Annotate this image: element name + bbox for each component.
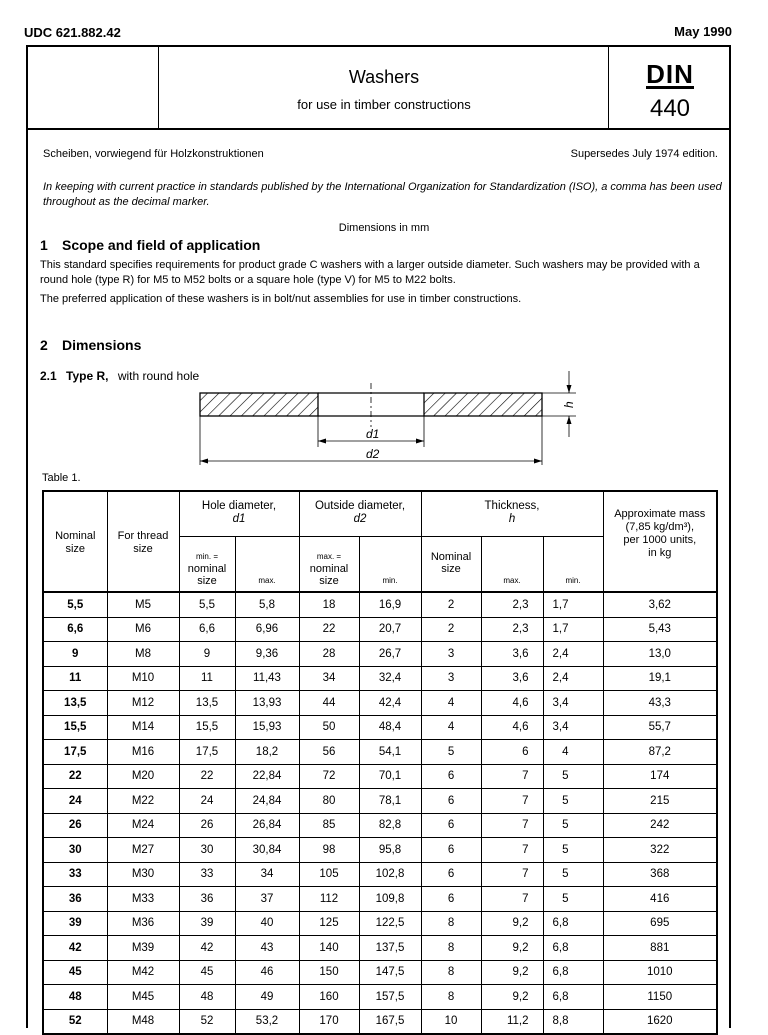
table-row (43, 813, 717, 838)
publication-date: May 1990 (674, 24, 732, 39)
cell-outside-min: 147,5 (359, 960, 421, 985)
cell-nominal-size: 15,5 (43, 715, 107, 740)
cell-hole-max: 53,2 (235, 1009, 299, 1034)
cell-thickness-max: 6 (481, 740, 543, 765)
cell-thickness-nominal: 6 (421, 838, 481, 863)
mass-line: Approximate mass (614, 508, 706, 520)
cell-thread-size: M16 (107, 740, 179, 765)
header-hole-max: max. (235, 536, 299, 592)
cell-hole-max: 9,36 (235, 642, 299, 667)
cell-nominal-size: 33 (43, 862, 107, 887)
cell-thickness-nominal: 10 (421, 1009, 481, 1034)
cell-hole-max: 46 (235, 960, 299, 985)
cell-hole-max: 40 (235, 911, 299, 936)
cell-hole-max: 18,2 (235, 740, 299, 765)
cell-outside-nominal: 22 (299, 617, 359, 642)
header-nominal-size: Nominal size (43, 491, 107, 592)
header-thread-size: For thread size (107, 491, 179, 592)
cell-thickness-nominal: 6 (421, 862, 481, 887)
cell-thickness-nominal: 8 (421, 985, 481, 1010)
header-thickness-min: min. (543, 536, 603, 592)
cell-thickness-min: 2,4 (543, 666, 603, 691)
table-row (43, 789, 717, 814)
cell-hole-nominal: 45 (179, 960, 235, 985)
max-eq-label: max. = (316, 552, 342, 561)
cell-mass: 695 (603, 911, 717, 936)
cell-thickness-max: 4,6 (481, 715, 543, 740)
cell-hole-nominal: 26 (179, 813, 235, 838)
cell-outside-min: 48,4 (359, 715, 421, 740)
cell-thickness-min: 5 (543, 862, 603, 887)
cell-nominal-size: 5,5 (43, 592, 107, 617)
cell-outside-nominal: 34 (299, 666, 359, 691)
cell-thickness-min: 6,8 (543, 960, 603, 985)
document-title: Washers (348, 67, 420, 87)
section-title: Dimensions (62, 337, 142, 353)
table-row (43, 1009, 717, 1034)
cell-nominal-size: 11 (43, 666, 107, 691)
subsection-title: Type R, (66, 369, 109, 383)
cell-hole-max: 24,84 (235, 789, 299, 814)
cell-thread-size: M39 (107, 936, 179, 961)
cell-thread-size: M8 (107, 642, 179, 667)
din-logo-text: DIN (646, 59, 694, 89)
cell-outside-min: 95,8 (359, 838, 421, 863)
section-title: Scope and field of application (62, 237, 261, 253)
table-row (43, 838, 717, 863)
cell-hole-max: 49 (235, 985, 299, 1010)
cell-outside-min: 20,7 (359, 617, 421, 642)
header-thickness-nominal: Nominal size (421, 536, 481, 592)
cell-thread-size: M42 (107, 960, 179, 985)
cell-mass: 55,7 (603, 715, 717, 740)
cell-outside-min: 157,5 (359, 985, 421, 1010)
subsection-number: 2.1 (40, 369, 57, 383)
section-number: 2 (40, 337, 48, 353)
d2-label: d2 (366, 447, 380, 461)
cell-thread-size: M6 (107, 617, 179, 642)
cell-hole-nominal: 52 (179, 1009, 235, 1034)
cell-nominal-size: 39 (43, 911, 107, 936)
cell-thickness-nominal: 8 (421, 911, 481, 936)
cell-hole-max: 22,84 (235, 764, 299, 789)
dimensions-note: Dimensions in mm (338, 222, 430, 234)
cell-thread-size: M22 (107, 789, 179, 814)
cell-thickness-nominal: 6 (421, 764, 481, 789)
cell-outside-nominal: 56 (299, 740, 359, 765)
cell-thread-size: M10 (107, 666, 179, 691)
cell-nominal-size: 48 (43, 985, 107, 1010)
cell-thread-size: M33 (107, 887, 179, 912)
cell-thickness-nominal: 5 (421, 740, 481, 765)
table-row (43, 911, 717, 936)
cell-thickness-nominal: 4 (421, 691, 481, 716)
cell-thickness-min: 3,4 (543, 691, 603, 716)
cell-nominal-size: 30 (43, 838, 107, 863)
cell-thickness-max: 4,6 (481, 691, 543, 716)
nominal-size-label: nominal size (187, 563, 227, 587)
table-row (43, 985, 717, 1010)
arrow-head (567, 385, 572, 393)
cell-hole-max: 37 (235, 887, 299, 912)
cell-mass: 19,1 (603, 666, 717, 691)
cell-thickness-max: 3,6 (481, 666, 543, 691)
title-block (26, 45, 731, 130)
arrow-head (416, 439, 424, 444)
cell-outside-nominal: 170 (299, 1009, 359, 1034)
cell-thread-size: M45 (107, 985, 179, 1010)
cell-nominal-size: 22 (43, 764, 107, 789)
cell-thread-size: M30 (107, 862, 179, 887)
cell-outside-min: 78,1 (359, 789, 421, 814)
cell-thickness-min: 6,8 (543, 985, 603, 1010)
cell-outside-min: 122,5 (359, 911, 421, 936)
section-1-paragraph: The preferred application of these washers is in bolt/nut assemblies for use in timber constructions. (40, 293, 522, 305)
header-outside-diameter (299, 491, 421, 536)
cell-hole-nominal: 39 (179, 911, 235, 936)
cell-thickness-max: 9,2 (481, 985, 543, 1010)
din-logo (610, 59, 730, 90)
arrow-head (534, 459, 542, 464)
cell-hole-max: 26,84 (235, 813, 299, 838)
cell-mass: 174 (603, 764, 717, 789)
cell-thickness-max: 3,6 (481, 642, 543, 667)
cell-thickness-min: 5 (543, 764, 603, 789)
cell-mass: 3,62 (603, 592, 717, 617)
cell-thickness-max: 7 (481, 813, 543, 838)
washer-drawing (190, 365, 590, 465)
thickness-symbol: h (508, 513, 516, 525)
mass-line: in kg (648, 547, 672, 559)
cell-mass: 5,43 (603, 617, 717, 642)
cell-hole-nominal: 33 (179, 862, 235, 887)
thickness-label: Thickness, (484, 500, 540, 512)
cell-thickness-min: 6,8 (543, 936, 603, 961)
cell-thickness-max: 2,3 (481, 592, 543, 617)
cell-mass: 215 (603, 789, 717, 814)
table-row (43, 887, 717, 912)
cell-outside-nominal: 18 (299, 592, 359, 617)
cell-mass: 13,0 (603, 642, 717, 667)
header-hole-diameter (179, 491, 299, 536)
cell-thread-size: M36 (107, 911, 179, 936)
dimensions-table (42, 490, 718, 1035)
cell-thickness-max: 7 (481, 789, 543, 814)
cell-hole-max: 15,93 (235, 715, 299, 740)
cell-thickness-min: 1,7 (543, 617, 603, 642)
cell-outside-min: 54,1 (359, 740, 421, 765)
cell-hole-nominal: 11 (179, 666, 235, 691)
outside-diameter-symbol: d2 (353, 513, 367, 525)
table-row (43, 740, 717, 765)
header-thickness-max: max. (481, 536, 543, 592)
cell-thread-size: M48 (107, 1009, 179, 1034)
cell-mass: 1620 (603, 1009, 717, 1034)
cell-thickness-max: 7 (481, 887, 543, 912)
cell-thickness-max: 2,3 (481, 617, 543, 642)
cell-thickness-max: 11,2 (481, 1009, 543, 1034)
cell-nominal-size: 24 (43, 789, 107, 814)
iso-note: In keeping with current practice in standards published by the International Organization for Standardization (ISO), a comma has been used throughout as the decimal marker. (43, 181, 722, 208)
table-row (43, 936, 717, 961)
cell-outside-min: 16,9 (359, 592, 421, 617)
cell-thickness-max: 9,2 (481, 936, 543, 961)
cell-hole-max: 6,96 (235, 617, 299, 642)
cell-mass: 43,3 (603, 691, 717, 716)
cell-outside-nominal: 105 (299, 862, 359, 887)
cell-outside-nominal: 85 (299, 813, 359, 838)
cell-hole-nominal: 24 (179, 789, 235, 814)
cell-hole-nominal: 22 (179, 764, 235, 789)
table-row (43, 617, 717, 642)
cell-hole-nominal: 13,5 (179, 691, 235, 716)
cell-thickness-min: 8,8 (543, 1009, 603, 1034)
cell-outside-nominal: 98 (299, 838, 359, 863)
cell-outside-min: 102,8 (359, 862, 421, 887)
section-1-heading (40, 237, 260, 253)
header-mass (603, 491, 717, 592)
hole-diameter-label: Hole diameter, (201, 500, 277, 512)
cell-hole-max: 5,8 (235, 592, 299, 617)
cell-hole-nominal: 9 (179, 642, 235, 667)
cell-thread-size: M5 (107, 592, 179, 617)
cell-hole-max: 13,93 (235, 691, 299, 716)
cell-thickness-max: 7 (481, 862, 543, 887)
mass-line: per 1000 units, (623, 534, 697, 546)
cell-mass: 1010 (603, 960, 717, 985)
cell-thread-size: M24 (107, 813, 179, 838)
cell-outside-min: 82,8 (359, 813, 421, 838)
nominal-size-label: nominal size (309, 563, 349, 587)
cell-thread-size: M12 (107, 691, 179, 716)
cell-thickness-min: 6,8 (543, 911, 603, 936)
table-row (43, 642, 717, 667)
cell-nominal-size: 13,5 (43, 691, 107, 716)
cell-thickness-nominal: 3 (421, 642, 481, 667)
header-outside-nominal (299, 536, 359, 592)
cell-thickness-nominal: 8 (421, 936, 481, 961)
h-label: h (562, 401, 576, 408)
cell-thickness-nominal: 6 (421, 887, 481, 912)
cell-hole-max: 11,43 (235, 666, 299, 691)
cell-hole-nominal: 15,5 (179, 715, 235, 740)
table-row (43, 862, 717, 887)
table-row (43, 715, 717, 740)
cell-hole-max: 43 (235, 936, 299, 961)
washer-section-left (200, 393, 318, 416)
cell-outside-min: 167,5 (359, 1009, 421, 1034)
title-block-divider (158, 47, 159, 128)
cell-thickness-max: 9,2 (481, 911, 543, 936)
cell-nominal-size: 26 (43, 813, 107, 838)
cell-thickness-max: 7 (481, 838, 543, 863)
cell-thickness-nominal: 2 (421, 617, 481, 642)
table-row (43, 592, 717, 617)
cell-thickness-max: 9,2 (481, 960, 543, 985)
cell-outside-nominal: 140 (299, 936, 359, 961)
german-title: Scheiben, vorwiegend für Holzkonstruktionen (43, 148, 264, 160)
udc-code: UDC 621.882.42 (24, 25, 121, 40)
cell-mass: 87,2 (603, 740, 717, 765)
supersedes-note: Supersedes July 1974 edition. (570, 148, 718, 160)
cell-hole-nominal: 5,5 (179, 592, 235, 617)
cell-outside-nominal: 28 (299, 642, 359, 667)
cell-thickness-max: 7 (481, 764, 543, 789)
cell-thickness-nominal: 6 (421, 813, 481, 838)
cell-hole-nominal: 48 (179, 985, 235, 1010)
min-eq-label: min. = (195, 552, 218, 561)
arrow-head (318, 439, 326, 444)
cell-mass: 368 (603, 862, 717, 887)
cell-thickness-min: 5 (543, 813, 603, 838)
cell-mass: 322 (603, 838, 717, 863)
cell-mass: 881 (603, 936, 717, 961)
cell-hole-max: 30,84 (235, 838, 299, 863)
table-row (43, 764, 717, 789)
cell-outside-nominal: 50 (299, 715, 359, 740)
cell-mass: 1150 (603, 985, 717, 1010)
standard-number: 440 (649, 95, 691, 122)
outside-diameter-label: Outside diameter, (314, 500, 406, 512)
cell-hole-nominal: 30 (179, 838, 235, 863)
cell-thickness-nominal: 6 (421, 789, 481, 814)
cell-thickness-nominal: 4 (421, 715, 481, 740)
header-thickness (421, 491, 603, 536)
section-2-heading (40, 337, 141, 353)
cell-thickness-min: 1,7 (543, 592, 603, 617)
cell-thickness-min: 4 (543, 740, 603, 765)
cell-nominal-size: 36 (43, 887, 107, 912)
subsection-title-rest: with round hole (117, 369, 200, 383)
cell-thickness-min: 5 (543, 838, 603, 863)
mass-line: (7,85 kg/dm³), (625, 521, 694, 533)
cell-outside-nominal: 125 (299, 911, 359, 936)
cell-outside-min: 137,5 (359, 936, 421, 961)
cell-outside-nominal: 150 (299, 960, 359, 985)
section-number: 1 (40, 237, 48, 253)
table-row (43, 666, 717, 691)
arrow-head (567, 416, 572, 424)
cell-outside-min: 70,1 (359, 764, 421, 789)
cell-nominal-size: 6,6 (43, 617, 107, 642)
washer-section-right (424, 393, 542, 416)
cell-hole-max: 34 (235, 862, 299, 887)
hole-diameter-symbol: d1 (232, 513, 246, 525)
table-row (43, 960, 717, 985)
cell-thickness-min: 5 (543, 789, 603, 814)
cell-outside-nominal: 72 (299, 764, 359, 789)
cell-outside-min: 32,4 (359, 666, 421, 691)
table-body (43, 592, 717, 1034)
cell-outside-nominal: 80 (299, 789, 359, 814)
cell-nominal-size: 42 (43, 936, 107, 961)
cell-thickness-nominal: 2 (421, 592, 481, 617)
title-block-divider (608, 47, 609, 128)
cell-nominal-size: 9 (43, 642, 107, 667)
cell-thickness-nominal: 8 (421, 960, 481, 985)
section-1-paragraph: This standard specifies requirements for product grade C washers with a larger outside diameter. Such washers may be provided with a round hole (type R) for M5 to M52 bolts or a square hole (type V) for M5 to M22 bolts. (40, 259, 700, 286)
table-row (43, 691, 717, 716)
table-caption: Table 1. (42, 472, 81, 484)
cell-mass: 242 (603, 813, 717, 838)
cell-outside-nominal: 44 (299, 691, 359, 716)
cell-outside-min: 109,8 (359, 887, 421, 912)
cell-nominal-size: 52 (43, 1009, 107, 1034)
cell-thickness-min: 2,4 (543, 642, 603, 667)
cell-hole-nominal: 6,6 (179, 617, 235, 642)
cell-hole-nominal: 42 (179, 936, 235, 961)
cell-thickness-min: 3,4 (543, 715, 603, 740)
cell-thread-size: M27 (107, 838, 179, 863)
cell-outside-min: 42,4 (359, 691, 421, 716)
cell-thickness-nominal: 3 (421, 666, 481, 691)
cell-hole-nominal: 17,5 (179, 740, 235, 765)
header-hole-nominal (179, 536, 235, 592)
document-subtitle: for use in timber constructions (297, 97, 471, 112)
arrow-head (200, 459, 208, 464)
header-outside-min: min. (359, 536, 421, 592)
cell-hole-nominal: 36 (179, 887, 235, 912)
d1-label: d1 (366, 427, 380, 441)
subsection-2-1-heading (40, 369, 199, 383)
cell-outside-nominal: 160 (299, 985, 359, 1010)
cell-nominal-size: 17,5 (43, 740, 107, 765)
cell-thickness-min: 5 (543, 887, 603, 912)
cell-thread-size: M20 (107, 764, 179, 789)
cell-outside-nominal: 112 (299, 887, 359, 912)
cell-mass: 416 (603, 887, 717, 912)
cell-nominal-size: 45 (43, 960, 107, 985)
cell-thread-size: M14 (107, 715, 179, 740)
cell-outside-min: 26,7 (359, 642, 421, 667)
